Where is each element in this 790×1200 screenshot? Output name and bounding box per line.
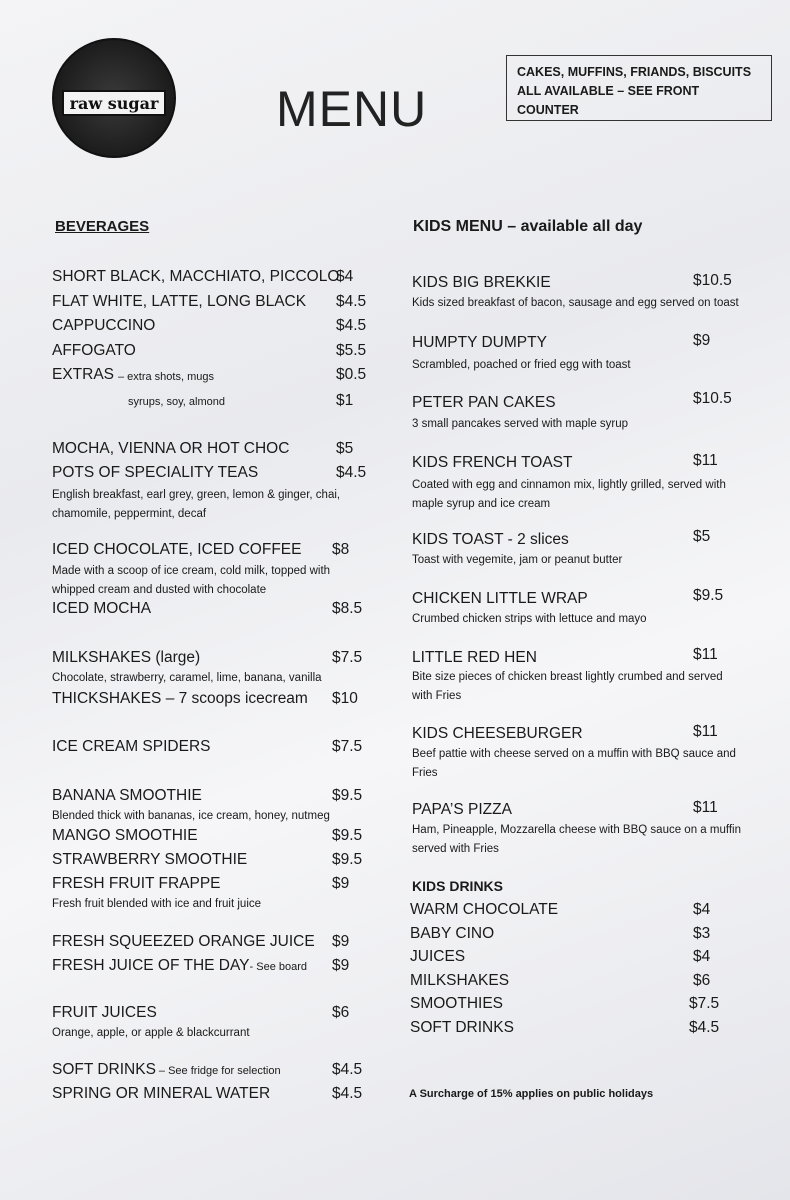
kids-drink-name: BABY CINO — [410, 925, 495, 942]
menu-item-name: MANGO SMOOTHIE — [52, 827, 198, 844]
kids-item-desc: Toast with vegemite, jam or peanut butter — [412, 554, 623, 566]
kids-item-desc: Bite size pieces of chicken breast lightly crumbed and served with Fries — [412, 671, 723, 702]
kids-item-price: $11 — [693, 452, 718, 469]
kids-item-name: PETER PAN CAKES — [412, 394, 556, 411]
menu-item-desc: Fresh fruit blended with ice and fruit juice — [52, 898, 262, 910]
kids-drink-price: $3 — [693, 925, 711, 942]
menu-item-price: $4.5 — [332, 1061, 363, 1078]
kids-drink-name: WARM CHOCOLATE — [410, 901, 559, 918]
menu-item-price: $10 — [332, 690, 358, 707]
menu-item-name: BANANA SMOOTHIE — [52, 787, 202, 804]
kids-item-price: $11 — [693, 723, 718, 740]
menu-item-name: EXTRAS — [52, 366, 115, 383]
kids-item-name: KIDS BIG BREKKIE — [412, 274, 551, 291]
menu-item-price: $7.5 — [332, 738, 363, 755]
kids-item-price: $11 — [693, 646, 718, 663]
menu-item-name: AFFOGATO — [52, 342, 136, 359]
menu-item-price: $6 — [332, 1004, 350, 1021]
menu-item-desc: Made with a scoop of ice cream, cold milk, topped with whipped cream and dusted with chocolate — [52, 565, 331, 596]
page-title: MENU — [276, 81, 428, 137]
menu-item-desc: – extra shots, mugs — [118, 371, 214, 383]
counter-notice: CAKES, MUFFINS, FRIANDS, BISCUITS ALL AVAILABLE – SEE FRONT COUNTER — [506, 55, 772, 121]
menu-item-name: THICKSHAKES – 7 scoops icecream — [52, 690, 308, 707]
kids-drink-price: $4.5 — [689, 1019, 720, 1036]
kids-item-name: PAPA’S PIZZA — [412, 801, 512, 818]
surcharge-note: A Surcharge of 15% applies on public holidays — [409, 1088, 654, 1100]
menu-item-name: FRUIT JUICES — [52, 1004, 157, 1021]
menu-item-name: ICE CREAM SPIDERS — [52, 738, 211, 755]
kids-item-name: KIDS TOAST - 2 slices — [412, 531, 569, 548]
menu-item-desc: syrups, soy, almond — [128, 396, 226, 408]
kids-drink-name: MILKSHAKES — [410, 972, 510, 989]
menu-item-name: STRAWBERRY SMOOTHIE — [52, 851, 248, 868]
kids-drink-name: SOFT DRINKS — [410, 1019, 514, 1036]
menu-item-price: $9.5 — [332, 851, 363, 868]
menu-item-price: $8 — [332, 541, 350, 558]
menu-item-price: $9.5 — [332, 827, 363, 844]
menu-item-desc: Blended thick with bananas, ice cream, honey, nutmeg — [52, 810, 330, 822]
menu-item-desc: English breakfast, earl grey, green, lemon & ginger, chai, chamomile, peppermint, decaf — [52, 489, 341, 520]
kids-item-name: KIDS FRENCH TOAST — [412, 454, 573, 471]
kids-menu-header: KIDS MENU – available all day — [413, 218, 643, 235]
menu-item-note: – See fridge for selection — [158, 1065, 281, 1077]
raw-sugar-logo — [52, 38, 176, 158]
kids-item-desc: Crumbed chicken strips with lettuce and mayo — [412, 613, 647, 625]
kids-item-name: LITTLE RED HEN — [412, 649, 537, 666]
menu-item-price: $7.5 — [332, 649, 363, 666]
menu-item-price: $1 — [336, 392, 354, 409]
menu-item-name: SHORT BLACK, MACCHIATO, PICCOLO — [52, 268, 340, 285]
menu-item-price: $5 — [336, 440, 354, 457]
kids-item-price: $11 — [693, 799, 718, 816]
menu-item-price: $4.5 — [336, 464, 367, 481]
kids-item-name: HUMPTY DUMPTY — [412, 334, 547, 351]
menu-item-desc: Chocolate, strawberry, caramel, lime, banana, vanilla — [52, 672, 322, 684]
menu-item-price: $9.5 — [332, 787, 363, 804]
menu-item-price: $4.5 — [336, 317, 367, 334]
menu-item-price: $9 — [332, 957, 350, 974]
kids-item-name: KIDS CHEESEBURGER — [412, 725, 583, 742]
menu-item-price: $4.5 — [332, 1085, 363, 1102]
menu-item-price: $0.5 — [336, 366, 367, 383]
kids-item-price: $10.5 — [693, 272, 732, 289]
menu-item-price: $4.5 — [336, 293, 367, 310]
menu-item-price: $9 — [332, 875, 350, 892]
menu-item — [52, 1061, 281, 1079]
kids-item-desc: Beef pattie with cheese served on a muffin with BBQ sauce and Fries — [412, 748, 736, 779]
kids-item-desc: Kids sized breakfast of bacon, sausage and egg served on toast — [412, 297, 739, 309]
menu-item-price: $9 — [332, 933, 350, 950]
kids-drink-price: $4 — [693, 948, 711, 965]
menu-item-name: CAPPUCCINO — [52, 317, 156, 334]
menu-item-price: $4 — [336, 268, 354, 285]
menu-item-name: MOCHA, VIENNA OR HOT CHOC — [52, 440, 290, 457]
menu-item-name: MILKSHAKES (large) — [52, 649, 201, 666]
kids-drink-price: $7.5 — [689, 995, 720, 1012]
kids-item-price: $5 — [693, 528, 711, 545]
beverages-header: BEVERAGES — [55, 218, 150, 235]
menu-item-price: $8.5 — [332, 600, 363, 617]
kids-drink-name: JUICES — [410, 948, 466, 965]
kids-item-price: $10.5 — [693, 390, 732, 407]
menu-item-name: SOFT DRINKS — [52, 1061, 156, 1078]
logo-text: raw sugar — [62, 90, 166, 116]
kids-drink-price: $4 — [693, 901, 711, 918]
kids-item-desc: Scrambled, poached or fried egg with toast — [412, 359, 631, 371]
menu-item-name: FRESH FRUIT FRAPPE — [52, 875, 221, 892]
menu-item — [52, 957, 307, 975]
kids-drink-name: SMOOTHIES — [410, 995, 504, 1012]
kids-drinks-header: KIDS DRINKS — [412, 878, 504, 894]
kids-drink-price: $6 — [693, 972, 711, 989]
kids-item-desc: Coated with egg and cinnamon mix, lightly grilled, served with maple syrup and ice cream — [412, 479, 726, 510]
menu-item-name: FRESH SQUEEZED ORANGE JUICE — [52, 933, 315, 950]
kids-item-price: $9.5 — [693, 587, 724, 604]
menu-item-note: - See board — [249, 961, 307, 973]
kids-item-desc: 3 small pancakes served with maple syrup — [412, 418, 629, 430]
menu-item-name: FLAT WHITE, LATTE, LONG BLACK — [52, 293, 307, 310]
menu-item-price: $5.5 — [336, 342, 367, 359]
kids-item-desc: Ham, Pineapple, Mozzarella cheese with BBQ sauce on a muffin served with Fries — [412, 824, 741, 855]
kids-item-name: CHICKEN LITTLE WRAP — [412, 590, 588, 607]
kids-item-price: $9 — [693, 332, 711, 349]
menu-item-desc: Orange, apple, or apple & blackcurrant — [52, 1027, 250, 1039]
menu-item-name: ICED CHOCOLATE, ICED COFFEE — [52, 541, 302, 558]
menu-item-name: POTS OF SPECIALITY TEAS — [52, 464, 259, 481]
menu-item-name: FRESH JUICE OF THE DAY — [52, 957, 250, 974]
menu-item-name: SPRING OR MINERAL WATER — [52, 1085, 271, 1102]
menu-item-name: ICED MOCHA — [52, 600, 152, 617]
